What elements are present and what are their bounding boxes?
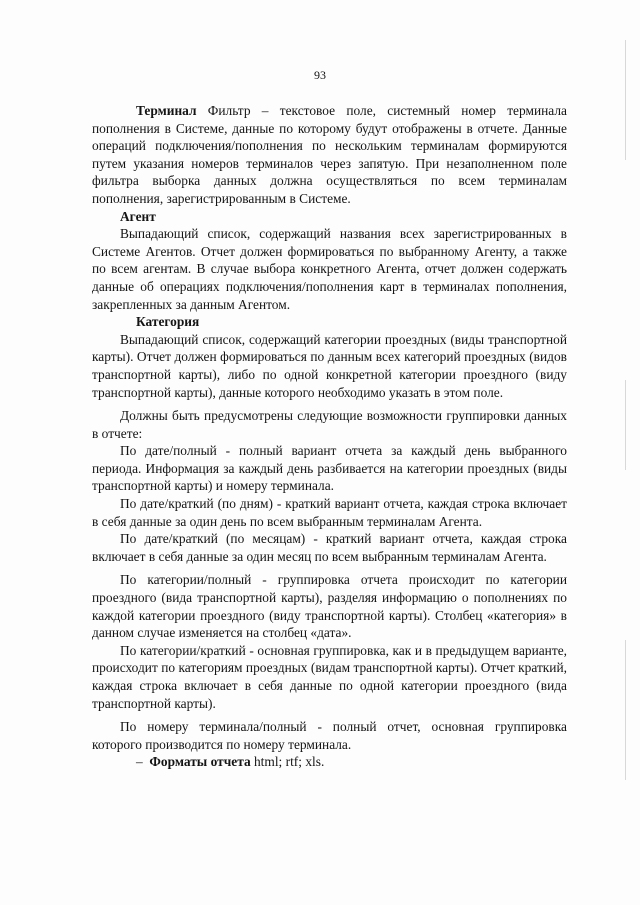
grouping-item-category-full: По категории/полный - группировка отчета происходит по категории проездного (вида транспортной карты), разделяя информацию о пополнениях по каждой категории проездного (виду транспортной карты). Столбец «категория» в данном случае изменяется на столбец «дата».: [92, 572, 567, 641]
scan-artifact: [625, 40, 626, 160]
terminal-paragraph: [92, 102, 567, 208]
category-heading: Категория: [136, 314, 200, 330]
terminal-text: Фильтр – текстовое поле, системный номер терминала пополнения в Системе, данные по которому будут отображены в отчете. Данные операций подключения/пополнения по нескольким терминалам формируются путем указания номеров терминалов через запятую. При незаполненном поле фильтра выборка данных должна осуществляться по всем терминалам пополнения, зарегистрированным в Системе.: [92, 103, 567, 206]
agent-heading: Агент: [120, 208, 156, 224]
formats-dash: –: [136, 754, 143, 770]
grouping-item-terminal-full: По номеру терминала/полный - полный отчет, основная группировка которого производится по номеру терминала.: [92, 719, 567, 752]
page-number: 93: [314, 68, 326, 82]
scan-artifact: [625, 640, 626, 780]
formats-value: html; rtf; xls.: [250, 754, 325, 770]
terminal-term: Терминал: [136, 103, 197, 118]
grouping-item-date-short-days: По дате/краткий (по дням) - краткий вариант отчета, каждая строка включает в себя данные за один день по всем выбранным терминалам Агента.: [92, 496, 567, 529]
formats-label: Форматы отчета: [149, 754, 251, 770]
grouping-intro: Должны быть предусмотрены следующие возможности группировки данных в отчете:: [92, 408, 567, 441]
formats-line: [92, 753, 567, 771]
agent-paragraph: Выпадающий список, содержащий названия всех зарегистрированных в Системе Агентов. Отчет должен формироваться по выбранному Агенту, а также по всем агентам. В случае выбора конкретного Агента, отчет должен содержать данные об операциях подключения/пополнения карт в терминалах пополнения, закрепленных за данным Агентом.: [92, 226, 567, 312]
document-body: [92, 102, 567, 771]
scan-artifact: [625, 380, 626, 470]
grouping-item-date-short-months: По дате/краткий (по месяцам) - краткий вариант отчета, каждая строка включает в себя данные за один месяц по всем выбранным терминалам Агента.: [92, 531, 567, 564]
grouping-item-category-short: По категории/краткий - основная группировка, как и в предыдущем варианте, происходит по категориям проездных (видам транспортной карты). Отчет краткий, каждая строка включает в себя данные по одной категории проездного (вида транспортной карты).: [92, 642, 567, 711]
category-paragraph: Выпадающий список, содержащий категории проездных (виды транспортной карты). Отчет должен формироваться по данным всех категорий проездных (видов транспортной карты), либо по одной конкретной категории проездного (виду транспортной карты), данные которого необходимо указать в этом поле.: [92, 331, 567, 400]
grouping-item-date-full: По дате/полный - полный вариант отчета за каждый день выбранного периода. Информация за каждый день разбивается на категории проездных (виды транспортной карты) и номеру терминала.: [92, 443, 567, 494]
